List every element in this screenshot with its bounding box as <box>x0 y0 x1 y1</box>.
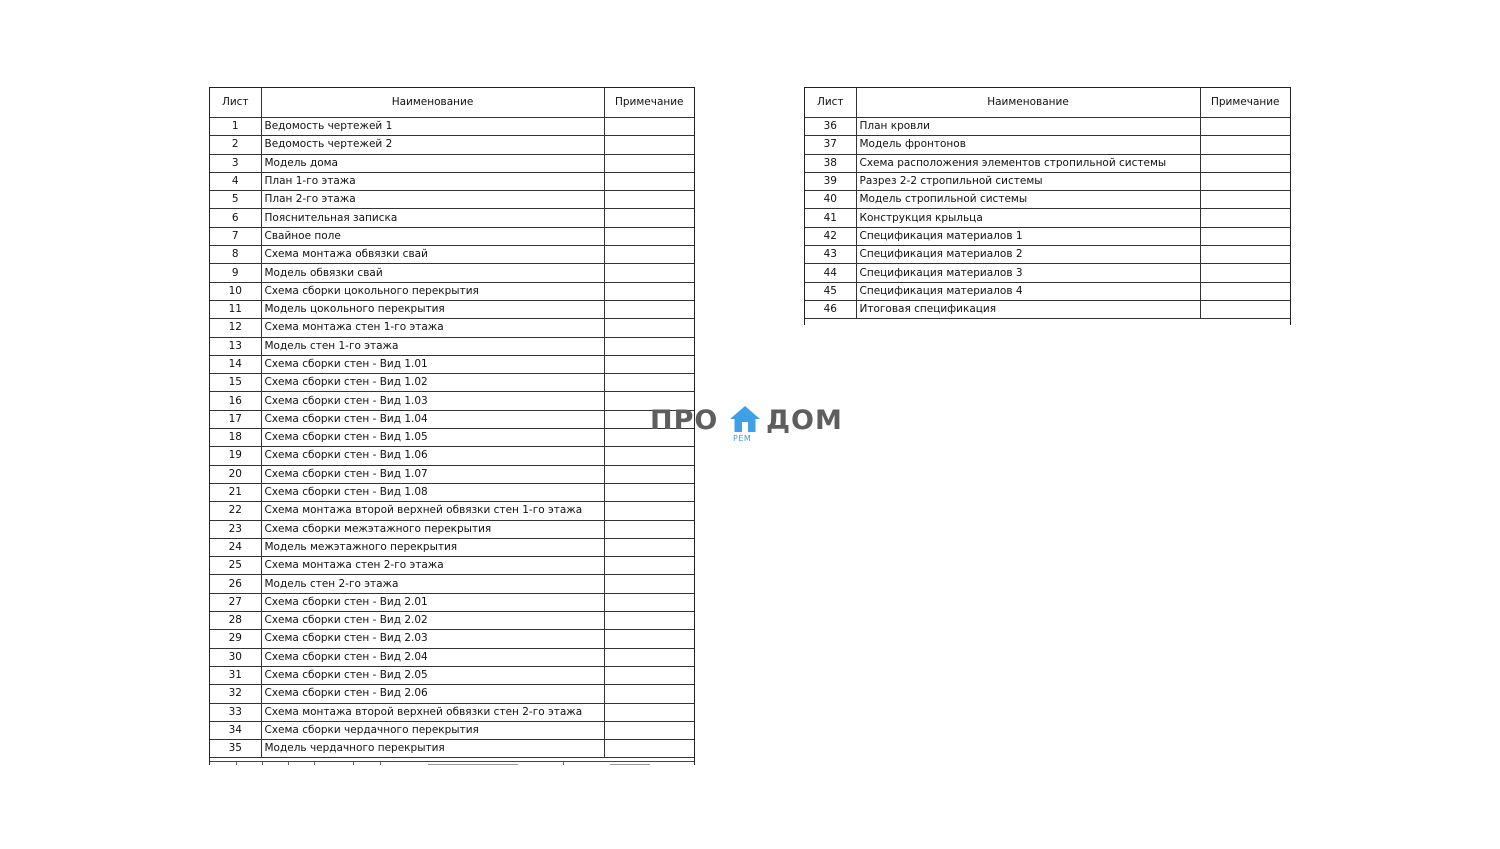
cell-sheet-number: 37 <box>805 136 856 154</box>
cell-sheet-number: 34 <box>210 721 261 739</box>
cell-sheet-number: 8 <box>210 246 261 264</box>
cell-note <box>604 685 694 703</box>
cell-name: Схема сборки стен - Вид 1.02 <box>261 374 604 392</box>
table-body-right <box>805 118 1290 319</box>
table-row <box>210 520 694 538</box>
table-row <box>805 154 1290 172</box>
cell-name: Итоговая спецификация <box>856 300 1200 318</box>
table-row <box>210 246 694 264</box>
cell-name: Конструкция крыльца <box>856 209 1200 227</box>
cell-sheet-number: 16 <box>210 392 261 410</box>
cell-name: Схема монтажа второй верхней обвязки стен 2-го этажа <box>261 703 604 721</box>
cell-name: Схема расположения элементов стропильной системы <box>856 154 1200 172</box>
cell-note <box>604 319 694 337</box>
cell-sheet-number: 46 <box>805 300 856 318</box>
cell-name: Свайное поле <box>261 227 604 245</box>
cell-note <box>604 355 694 373</box>
cell-name: Схема сборки стен - Вид 1.04 <box>261 410 604 428</box>
table-row <box>210 465 694 483</box>
cell-note <box>1200 154 1290 172</box>
cell-sheet-number: 38 <box>805 154 856 172</box>
table-row <box>210 337 694 355</box>
cell-note <box>1200 264 1290 282</box>
table-row <box>210 502 694 520</box>
cell-note <box>604 740 694 758</box>
table-body-left <box>210 118 694 758</box>
cell-note <box>604 575 694 593</box>
cell-note <box>604 282 694 300</box>
table-row <box>210 319 694 337</box>
cell-name: Ведомость чертежей 2 <box>261 136 604 154</box>
cell-note <box>604 502 694 520</box>
watermark-text-right: ДОМ <box>766 405 843 436</box>
cell-note <box>604 666 694 684</box>
table-row <box>210 685 694 703</box>
cell-name: Схема сборки стен - Вид 2.06 <box>261 685 604 703</box>
cell-name: Схема сборки стен - Вид 1.08 <box>261 483 604 501</box>
cell-note <box>604 246 694 264</box>
cell-sheet-number: 5 <box>210 191 261 209</box>
table-row <box>210 721 694 739</box>
cell-note <box>604 593 694 611</box>
cell-note <box>604 209 694 227</box>
cell-name: План кровли <box>856 118 1200 136</box>
cell-sheet-number: 28 <box>210 612 261 630</box>
cell-note <box>604 300 694 318</box>
cell-sheet-number: 7 <box>210 227 261 245</box>
house-icon <box>729 405 761 433</box>
cell-note <box>604 557 694 575</box>
cell-note <box>604 172 694 190</box>
cell-sheet-number: 31 <box>210 666 261 684</box>
cell-sheet-number: 35 <box>210 740 261 758</box>
table-row <box>210 374 694 392</box>
cell-note <box>604 447 694 465</box>
cell-name: Модель стропильной системы <box>856 191 1200 209</box>
cell-sheet-number: 15 <box>210 374 261 392</box>
header-sheet: Лист <box>210 88 261 118</box>
cell-name: Схема сборки цокольного перекрытия <box>261 282 604 300</box>
cell-name: План 2-го этажа <box>261 191 604 209</box>
cell-note <box>1200 172 1290 190</box>
cell-note <box>604 191 694 209</box>
table-row <box>210 538 694 556</box>
header-name: Наименование <box>261 88 604 118</box>
cell-note <box>604 520 694 538</box>
cell-name: Схема сборки чердачного перекрытия <box>261 721 604 739</box>
cell-sheet-number: 45 <box>805 282 856 300</box>
cell-note <box>604 721 694 739</box>
header-row <box>210 88 694 118</box>
cell-sheet-number: 11 <box>210 300 261 318</box>
table-row <box>210 666 694 684</box>
cell-sheet-number: 29 <box>210 630 261 648</box>
cell-sheet-number: 3 <box>210 154 261 172</box>
table-row <box>805 300 1290 318</box>
cell-note <box>1200 191 1290 209</box>
table-row <box>210 300 694 318</box>
cell-sheet-number: 22 <box>210 502 261 520</box>
cell-sheet-number: 30 <box>210 648 261 666</box>
table-row <box>210 209 694 227</box>
cell-name: Модель стен 2-го этажа <box>261 575 604 593</box>
cell-note <box>604 136 694 154</box>
cell-name: Схема монтажа стен 1-го этажа <box>261 319 604 337</box>
cell-name: Схема сборки стен - Вид 2.03 <box>261 630 604 648</box>
cell-note <box>1200 246 1290 264</box>
cell-name: Пояснительная записка <box>261 209 604 227</box>
cell-name: Схема сборки стен - Вид 2.04 <box>261 648 604 666</box>
table-row <box>210 447 694 465</box>
cell-name: План 1-го этажа <box>261 172 604 190</box>
drawing-list-table-left <box>210 88 694 758</box>
cell-name: Модель фронтонов <box>856 136 1200 154</box>
cell-sheet-number: 14 <box>210 355 261 373</box>
cell-sheet-number: 40 <box>805 191 856 209</box>
cell-name: Модель обвязки свай <box>261 264 604 282</box>
cell-sheet-number: 24 <box>210 538 261 556</box>
table-row <box>210 118 694 136</box>
table-row <box>805 227 1290 245</box>
cell-sheet-number: 12 <box>210 319 261 337</box>
cell-name: Модель дома <box>261 154 604 172</box>
cell-name: Схема сборки стен - Вид 2.05 <box>261 666 604 684</box>
table-row <box>210 172 694 190</box>
table-row <box>210 392 694 410</box>
cell-name: Схема монтажа обвязки свай <box>261 246 604 264</box>
cell-sheet-number: 43 <box>805 246 856 264</box>
cell-note <box>1200 282 1290 300</box>
header-row <box>805 88 1290 118</box>
table-row <box>805 264 1290 282</box>
cell-name: Схема монтажа второй верхней обвязки стен 1-го этажа <box>261 502 604 520</box>
cell-note <box>1200 136 1290 154</box>
cell-name: Схема сборки межэтажного перекрытия <box>261 520 604 538</box>
cell-name: Модель межэтажного перекрытия <box>261 538 604 556</box>
table-row <box>805 246 1290 264</box>
table-row <box>210 191 694 209</box>
cell-sheet-number: 39 <box>805 172 856 190</box>
table-row <box>210 630 694 648</box>
cell-name: Спецификация материалов 2 <box>856 246 1200 264</box>
cell-note <box>604 465 694 483</box>
table-row <box>805 136 1290 154</box>
cell-name: Схема сборки стен - Вид 1.06 <box>261 447 604 465</box>
table-row <box>210 483 694 501</box>
cell-sheet-number: 6 <box>210 209 261 227</box>
cell-note <box>604 118 694 136</box>
table-row <box>210 410 694 428</box>
cell-note <box>1200 118 1290 136</box>
header-name: Наименование <box>856 88 1200 118</box>
watermark-subtext: РЕМ <box>733 434 752 443</box>
drawing-list-sheet-right <box>804 87 1291 325</box>
cell-note <box>1200 227 1290 245</box>
cell-name: Схема монтажа стен 2-го этажа <box>261 557 604 575</box>
cell-name: Схема сборки стен - Вид 1.07 <box>261 465 604 483</box>
cell-sheet-number: 20 <box>210 465 261 483</box>
title-block-strip <box>210 761 694 765</box>
table-row <box>210 703 694 721</box>
cell-sheet-number: 36 <box>805 118 856 136</box>
cell-name: Схема сборки стен - Вид 1.05 <box>261 429 604 447</box>
cell-sheet-number: 2 <box>210 136 261 154</box>
cell-note <box>604 612 694 630</box>
table-row <box>210 227 694 245</box>
cell-name: Схема сборки стен - Вид 1.01 <box>261 355 604 373</box>
table-row <box>805 282 1290 300</box>
header-sheet: Лист <box>805 88 856 118</box>
table-row <box>210 557 694 575</box>
cell-sheet-number: 23 <box>210 520 261 538</box>
cell-note <box>604 264 694 282</box>
table-row <box>805 191 1290 209</box>
cell-name: Разрез 2-2 стропильной системы <box>856 172 1200 190</box>
table-row <box>210 282 694 300</box>
table-row <box>210 575 694 593</box>
cell-sheet-number: 42 <box>805 227 856 245</box>
table-row <box>210 612 694 630</box>
cell-sheet-number: 21 <box>210 483 261 501</box>
watermark-text-left: ПРО <box>650 405 719 436</box>
cell-name: Модель чердачного перекрытия <box>261 740 604 758</box>
cell-sheet-number: 33 <box>210 703 261 721</box>
cell-sheet-number: 19 <box>210 447 261 465</box>
drawing-list-sheet-left <box>209 87 695 765</box>
cell-note <box>604 703 694 721</box>
cell-name: Спецификация материалов 1 <box>856 227 1200 245</box>
table-row <box>210 648 694 666</box>
cell-sheet-number: 44 <box>805 264 856 282</box>
cell-sheet-number: 9 <box>210 264 261 282</box>
table-row <box>210 264 694 282</box>
cell-note <box>1200 209 1290 227</box>
cell-sheet-number: 1 <box>210 118 261 136</box>
cell-note <box>604 154 694 172</box>
cell-note <box>604 483 694 501</box>
cell-note <box>604 648 694 666</box>
cell-sheet-number: 4 <box>210 172 261 190</box>
cell-name: Ведомость чертежей 1 <box>261 118 604 136</box>
cell-name: Спецификация материалов 3 <box>856 264 1200 282</box>
cell-note <box>604 337 694 355</box>
cell-sheet-number: 27 <box>210 593 261 611</box>
cell-name: Схема сборки стен - Вид 2.02 <box>261 612 604 630</box>
cell-sheet-number: 10 <box>210 282 261 300</box>
cell-sheet-number: 25 <box>210 557 261 575</box>
cell-name: Модель стен 1-го этажа <box>261 337 604 355</box>
table-row <box>210 355 694 373</box>
table-row <box>210 593 694 611</box>
cell-sheet-number: 18 <box>210 429 261 447</box>
table-row <box>805 118 1290 136</box>
cell-sheet-number: 17 <box>210 410 261 428</box>
table-row <box>210 429 694 447</box>
header-note: Примечание <box>604 88 694 118</box>
table-row <box>210 154 694 172</box>
cell-sheet-number: 13 <box>210 337 261 355</box>
table-row <box>805 172 1290 190</box>
cell-name: Схема сборки стен - Вид 1.03 <box>261 392 604 410</box>
table-row <box>805 209 1290 227</box>
cell-note <box>604 538 694 556</box>
cell-name: Спецификация материалов 4 <box>856 282 1200 300</box>
drawing-list-table-right <box>805 88 1290 319</box>
cell-note <box>604 374 694 392</box>
cell-name: Модель цокольного перекрытия <box>261 300 604 318</box>
cell-note <box>1200 300 1290 318</box>
cell-sheet-number: 41 <box>805 209 856 227</box>
cell-note <box>604 227 694 245</box>
cell-sheet-number: 32 <box>210 685 261 703</box>
table-row <box>210 136 694 154</box>
table-row <box>210 740 694 758</box>
header-note: Примечание <box>1200 88 1290 118</box>
cell-name: Схема сборки стен - Вид 2.01 <box>261 593 604 611</box>
cell-sheet-number: 26 <box>210 575 261 593</box>
cell-note <box>604 630 694 648</box>
prodom-watermark-logo <box>650 405 850 445</box>
